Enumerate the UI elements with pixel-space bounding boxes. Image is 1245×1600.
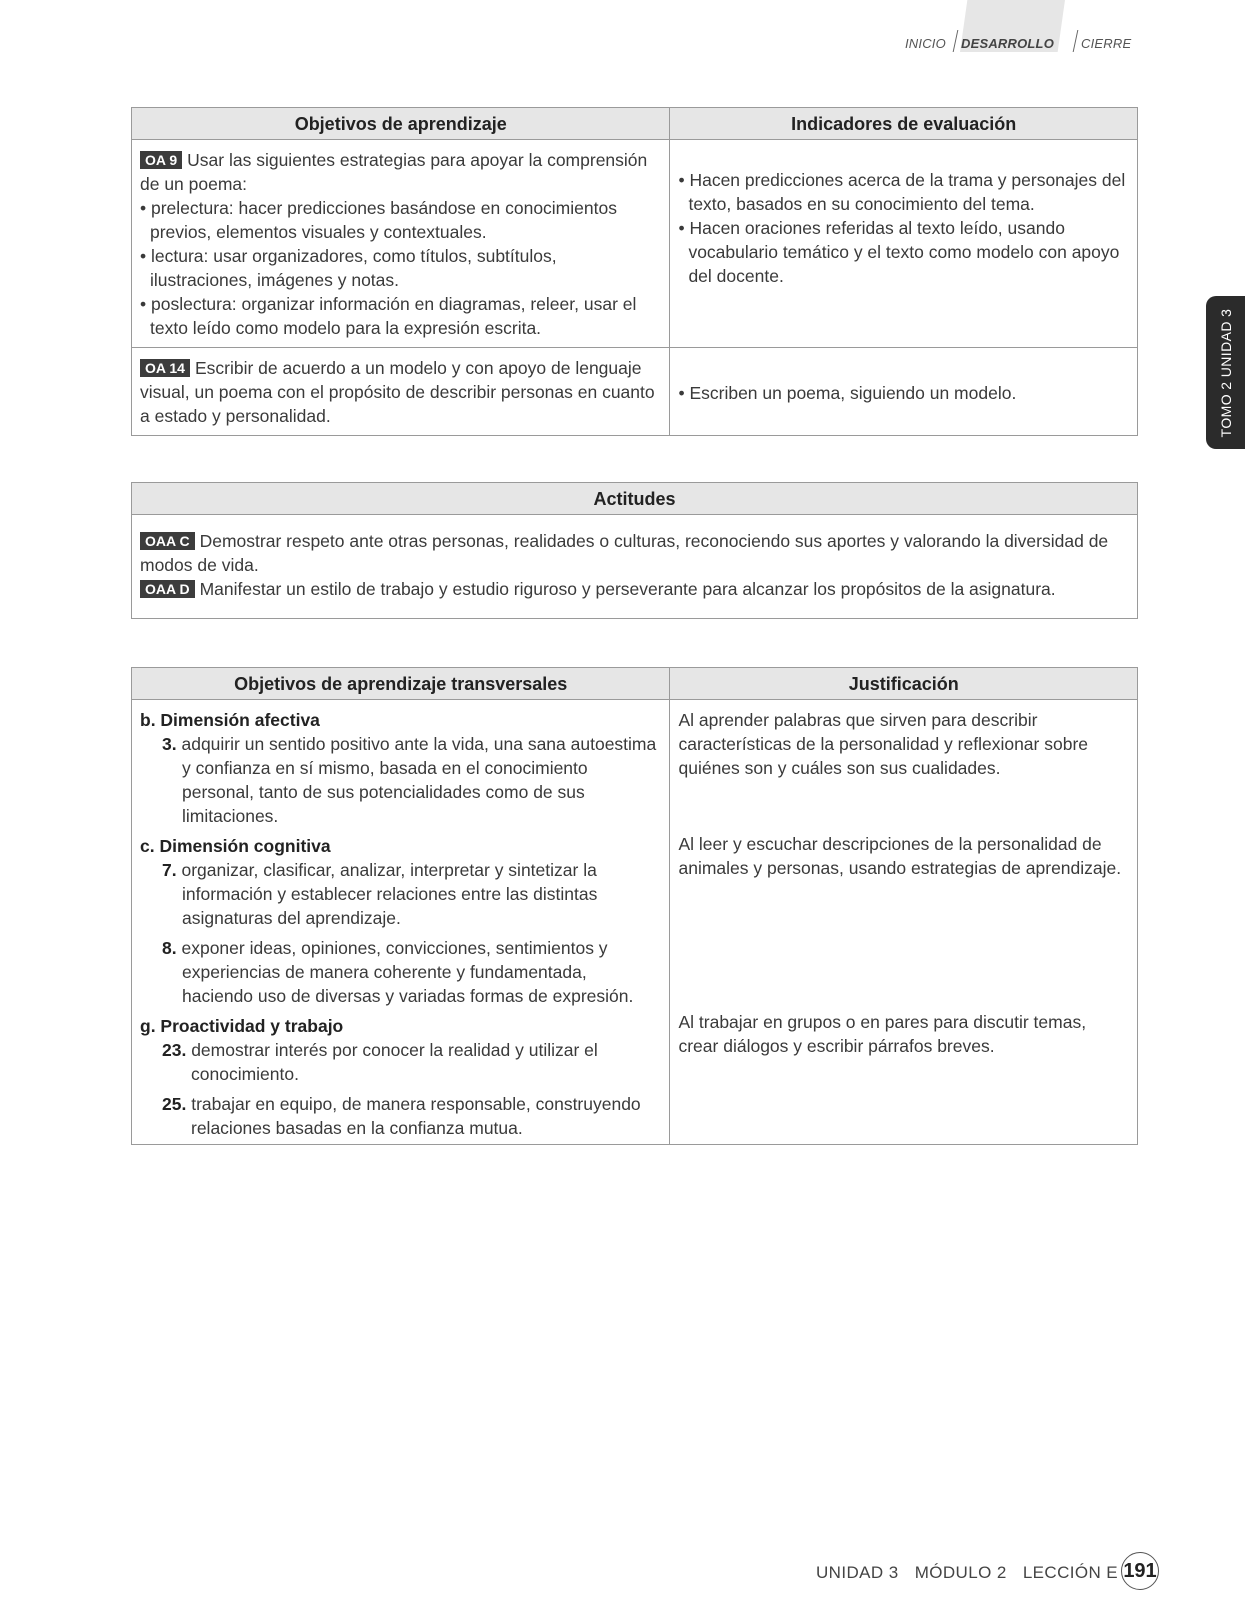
attitude-text: Demostrar respeto ante otras personas, realidades o culturas, reconociendo sus aportes y valorando la diversidad de modos de vida. bbox=[140, 531, 1109, 575]
footer-leccion: LECCIÓN E bbox=[1022, 1563, 1119, 1582]
numbered-item bbox=[140, 1038, 661, 1086]
header-actitudes: Actitudes bbox=[132, 483, 1138, 515]
attitudes-cell bbox=[132, 515, 1138, 619]
table-row bbox=[132, 515, 1138, 619]
nav-cierre: CIERRE bbox=[1081, 36, 1132, 51]
side-tab bbox=[1206, 296, 1245, 449]
footer-unidad: UNIDAD 3 bbox=[816, 1563, 899, 1582]
indicator-item: • Escriben un poema, siguiendo un modelo. bbox=[678, 382, 1017, 403]
table-row bbox=[132, 348, 1138, 436]
justification-text: Al trabajar en grupos o en pares para discutir temas, crear diálogos y escribir párrafos breves. bbox=[678, 1012, 1087, 1056]
header-objetivos: Objetivos de aprendizaje bbox=[132, 108, 670, 140]
justification-text: Al aprender palabras que sirven para describir características de la personalidad y reflexionar sobre quiénes son y cuáles son sus cualidades. bbox=[678, 710, 1088, 778]
justification-text: Al leer y escuchar descripciones de la personalidad de animales y personas, usando estrategias de aprendizaje. bbox=[678, 834, 1122, 878]
indicator-cell bbox=[670, 140, 1138, 348]
side-tab-label: TOMO 2 UNIDAD 3 bbox=[1217, 308, 1234, 437]
page-number: 191 bbox=[1121, 1552, 1159, 1590]
header-transversales: Objetivos de aprendizaje transversales bbox=[132, 668, 670, 700]
header-indicadores: Indicadores de evaluación bbox=[670, 108, 1138, 140]
item-number: 7. bbox=[162, 860, 177, 880]
justification-cell bbox=[670, 700, 1138, 1145]
objective-intro: Usar las siguientes estrategias para apoyar la comprensión de un poema: bbox=[140, 150, 648, 194]
nav-desarrollo: DESARROLLO bbox=[961, 36, 1054, 51]
item-number: 8. bbox=[162, 938, 177, 958]
item-text: adquirir un sentido positivo ante la vida, una sana autoestima y confianza en sí mismo, basada en el conocimiento personal, tanto de sus potencialidades como de sus limitaciones. bbox=[181, 734, 657, 826]
oaa-badge: OAA D bbox=[140, 580, 195, 598]
numbered-item bbox=[140, 1092, 661, 1140]
item-text: demostrar interés por conocer la realidad y utilizar el conocimiento. bbox=[191, 1040, 598, 1084]
oa-badge: OA 14 bbox=[140, 359, 190, 377]
nav-inicio: INICIO bbox=[905, 36, 946, 51]
item-number: 23. bbox=[162, 1040, 187, 1060]
table-row bbox=[132, 140, 1138, 348]
indicator-cell bbox=[670, 348, 1138, 436]
objective-cell bbox=[132, 348, 670, 436]
numbered-item bbox=[140, 732, 661, 828]
nav-separator bbox=[1073, 30, 1079, 52]
transversal-cell bbox=[132, 700, 670, 1145]
footer-modulo: MÓDULO 2 bbox=[914, 1563, 1007, 1582]
section-nav bbox=[905, 0, 1145, 56]
dimension-title: b. Dimensión afectiva bbox=[140, 710, 320, 730]
item-text: trabajar en equipo, de manera responsable, construyendo relaciones basadas en la confianza mutua. bbox=[191, 1094, 641, 1138]
attitude-text: Manifestar un estilo de trabajo y estudio riguroso y perseverante para alcanzar los propósitos de la asignatura. bbox=[199, 579, 1056, 599]
oaa-badge: OAA C bbox=[140, 532, 195, 550]
bullet-item: • poslectura: organizar información en diagramas, releer, usar el texto leído como modelo para la expresión escrita. bbox=[140, 294, 637, 338]
indicator-item: • Hacen predicciones acerca de la trama y personajes del texto, basados en su conocimiento del tema. bbox=[678, 169, 1126, 214]
item-number: 25. bbox=[162, 1094, 187, 1114]
objective-cell bbox=[132, 140, 670, 348]
attitudes-table bbox=[131, 482, 1138, 619]
dimension-title: c. Dimensión cognitiva bbox=[140, 836, 331, 856]
page-footer bbox=[816, 1563, 1129, 1583]
dimension-title: g. Proactividad y trabajo bbox=[140, 1016, 344, 1036]
numbered-item bbox=[140, 936, 661, 1008]
item-number: 3. bbox=[162, 734, 177, 754]
indicator-item: • Hacen oraciones referidas al texto leído, usando vocabulario temático y el texto como modelo con apoyo del docente. bbox=[678, 217, 1120, 286]
bullet-item: • lectura: usar organizadores, como títulos, subtítulos, ilustraciones, imágenes y notas. bbox=[140, 246, 557, 290]
item-text: exponer ideas, opiniones, convicciones, sentimientos y experiencias de manera coherente y fundamentada, haciendo uso de diversas y variadas formas de expresión. bbox=[181, 938, 634, 1006]
learning-objectives-table bbox=[131, 107, 1138, 436]
objective-intro: Escribir de acuerdo a un modelo y con apoyo de lenguaje visual, un poema con el propósito de describir personas en cuanto a estado y personalidad. bbox=[140, 358, 655, 426]
item-text: organizar, clasificar, analizar, interpretar y sintetizar la información y establecer relaciones entre las distintas asignaturas del aprendizaje. bbox=[181, 860, 598, 928]
table-row bbox=[132, 700, 1138, 1145]
bullet-item: • prelectura: hacer predicciones basándose en conocimientos previos, elementos visuales y contextuales. bbox=[140, 198, 617, 242]
oa-badge: OA 9 bbox=[140, 151, 182, 169]
header-justificacion: Justificación bbox=[670, 668, 1138, 700]
nav-separator bbox=[953, 30, 959, 52]
transversal-objectives-table bbox=[131, 667, 1138, 1145]
numbered-item bbox=[140, 858, 661, 930]
